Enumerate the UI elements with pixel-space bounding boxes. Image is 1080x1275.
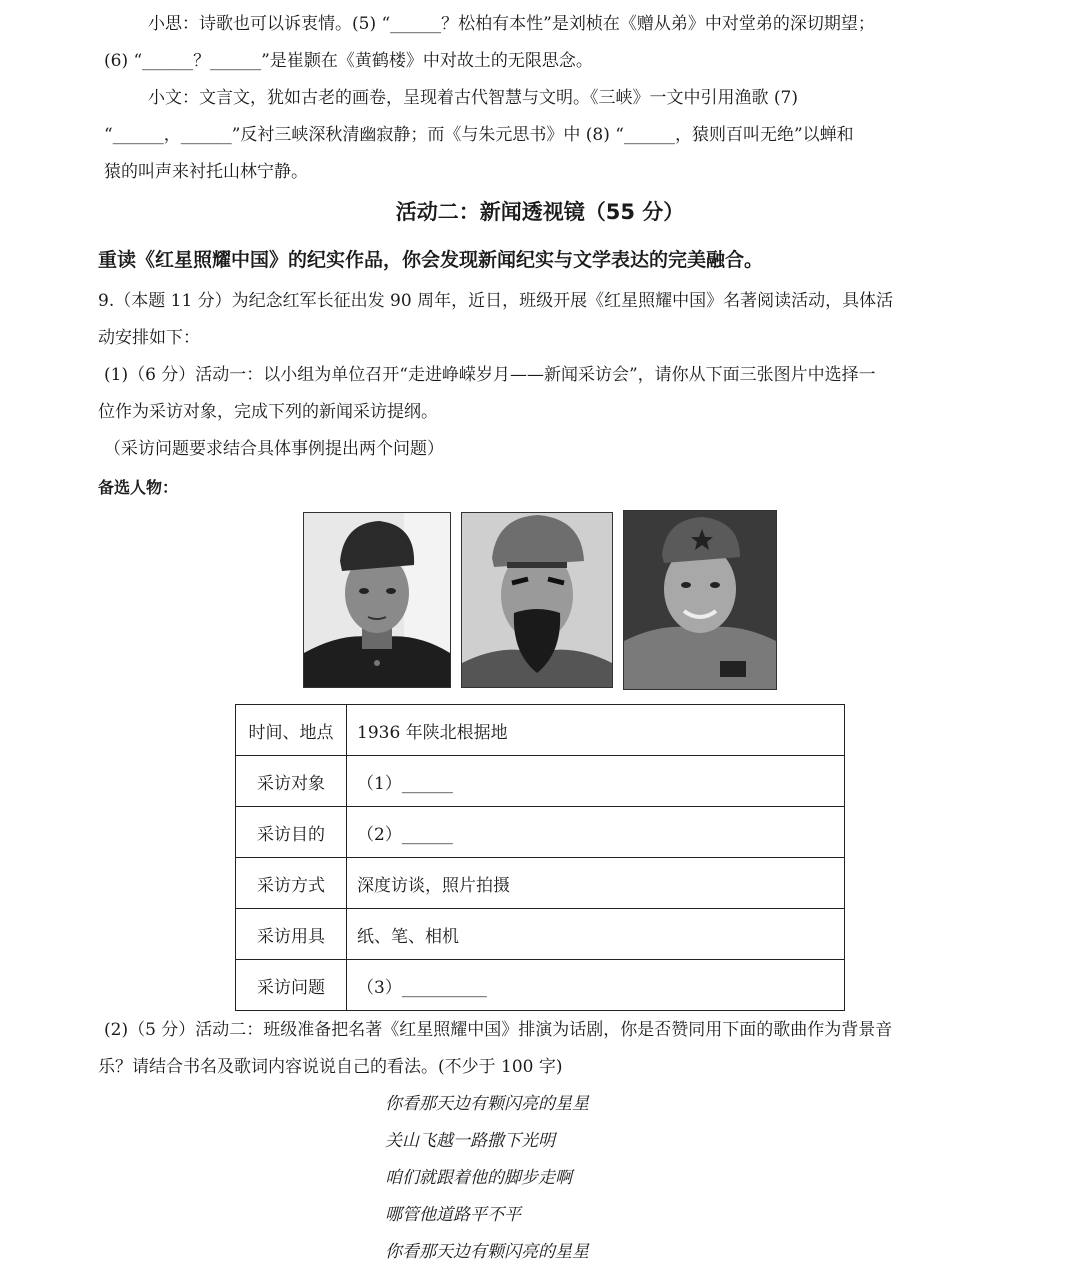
table-key-cell: 采访目的 (236, 807, 347, 858)
section-intro: 重读《红星照耀中国》的纪实作品，你会发现新闻纪实与文学表达的完美融合。 (98, 249, 764, 271)
table-row (236, 858, 845, 909)
table-row (236, 705, 845, 756)
lyric-line: 你看那天边有颗闪亮的星星 (385, 1242, 589, 1262)
text-line: 小文：文言文，犹如古老的画卷，呈现着古代智慧与文明。《三峡》一文中引用渔歌 (7) (148, 88, 798, 108)
table-key-cell: 采访方式 (236, 858, 347, 909)
candidate-photo-3 (623, 510, 777, 690)
question-text: 位作为采访对象，完成下列的新闻采访提纲。 (98, 402, 438, 422)
table-key-cell: 时间、地点 (236, 705, 347, 756)
lyric-line: 关山飞越一路撒下光明 (385, 1131, 555, 1151)
question-text: 9.（本题 11 分）为纪念红军长征出发 90 周年，近日，班级开展《红星照耀中国》名著阅读活动，具体活 (98, 291, 894, 311)
question-text: (1)（6 分）活动一：以小组为单位召开“走进峥嵘岁月——新闻采访会”，请你从下面三张图片中选择一 (104, 365, 876, 385)
text-line: 猿的叫声来衬托山林宁静。 (104, 162, 308, 182)
lyric-line: 咱们就跟着他的脚步走啊 (385, 1168, 572, 1188)
table-value-cell: 1936 年陕北根据地 (347, 705, 845, 756)
candidates-label: 备选人物： (98, 478, 179, 497)
table-key-cell: 采访对象 (236, 756, 347, 807)
table-value-cell: （1）______ (347, 756, 845, 807)
table-row (236, 756, 845, 807)
table-value-cell: （2）______ (347, 807, 845, 858)
candidate-photo-2 (461, 512, 613, 688)
question-note: （采访问题要求结合具体事例提出两个问题） (104, 439, 444, 459)
lyric-line: 哪管他道路平不平 (385, 1205, 521, 1225)
text-line: (6) “______？______”是崔颢在《黄鹤楼》中对故土的无限思念。 (104, 51, 593, 71)
question-text: (2)（5 分）活动二：班级准备把名著《红星照耀中国》排演为话剧，你是否赞同用下面的歌曲作为背景音 (104, 1020, 893, 1040)
question-text: 动安排如下： (98, 328, 200, 348)
candidate-photo-1 (303, 512, 451, 688)
table-value-cell: 纸、笔、相机 (347, 909, 845, 960)
text-line: “______，______”反衬三峡深秋清幽寂静；而《与朱元思书》中 (8) “______，猿则百叫无绝”以蝉和 (104, 125, 854, 145)
table-value-cell: 深度访谈，照片拍摄 (347, 858, 845, 909)
table-key-cell: 采访用具 (236, 909, 347, 960)
table-row (236, 909, 845, 960)
table-key-cell: 采访问题 (236, 960, 347, 1011)
lyric-line: 你看那天边有颗闪亮的星星 (385, 1094, 589, 1114)
question-text: 乐？请结合书名及歌词内容说说自己的看法。(不少于 100 字) (98, 1057, 563, 1077)
table-value-cell: （3）__________ (347, 960, 845, 1011)
interview-outline-table (235, 704, 845, 1011)
section-title: 活动二：新闻透视镜（55 分） (395, 200, 685, 224)
table-row (236, 960, 845, 1011)
text-line: 小思：诗歌也可以诉衷情。(5) “______？松柏有本性”是刘桢在《赠从弟》中对堂弟的深切期望； (148, 14, 875, 34)
table-row (236, 807, 845, 858)
